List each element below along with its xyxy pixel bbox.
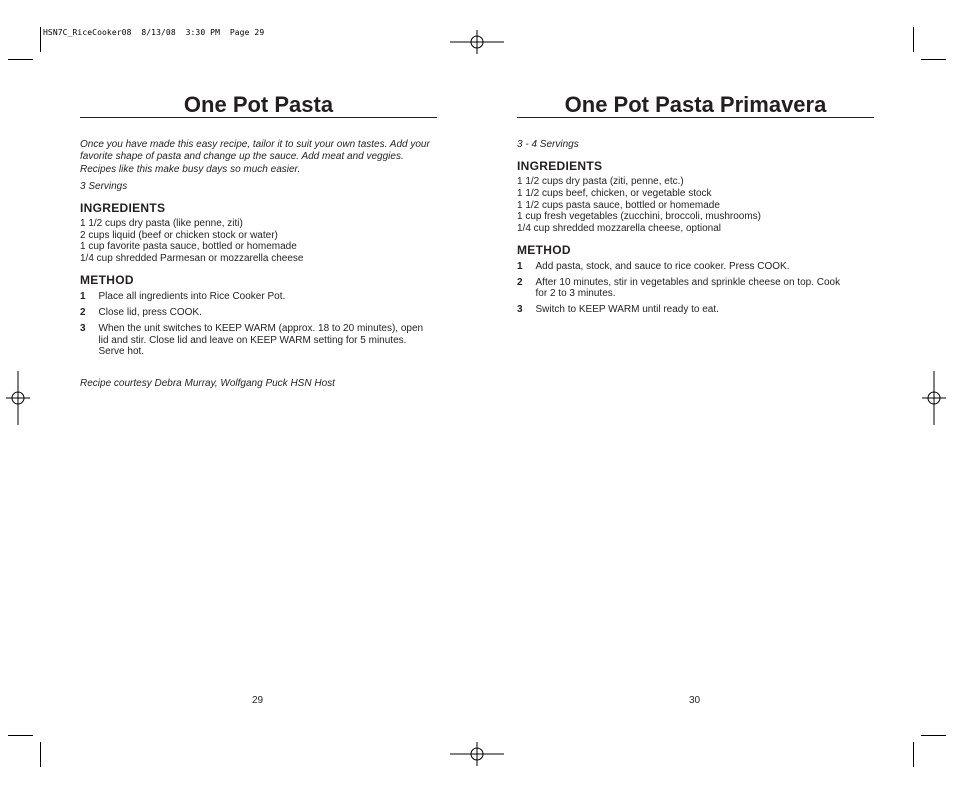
ingredient-item: 1 1/2 cups dry pasta (ziti, penne, etc.) [517, 176, 684, 187]
servings: 3 Servings [80, 180, 128, 192]
registration-mark-top-icon [450, 30, 504, 54]
registration-mark-left-icon [6, 371, 30, 425]
method-heading: METHOD [517, 242, 571, 257]
recipe-title: One Pot Pasta [80, 92, 437, 118]
step-number: 3 [517, 304, 523, 316]
step-text: Add pasta, stock, and sauce to rice cooker. Press COOK. [535, 260, 790, 272]
crop-mark-bottom-left-v [40, 742, 41, 767]
ingredients-heading: INGREDIENTS [80, 200, 166, 215]
crop-mark-bottom-right-h [921, 735, 946, 736]
crop-mark-top-right-v [913, 27, 914, 52]
crop-mark-top-right-h [921, 59, 946, 60]
ingredient-item: 2 cups liquid (beef or chicken stock or water) [80, 229, 278, 241]
ingredients-heading: INGREDIENTS [517, 159, 603, 173]
method-steps [80, 291, 437, 358]
step-number: 2 [80, 307, 86, 319]
ingredient-item: 1/4 cup shredded Parmesan or mozzarella cheese [80, 253, 304, 265]
step-number: 2 [517, 276, 523, 288]
crop-mark-top-left-h [8, 59, 33, 60]
crop-mark-top-left-v [40, 27, 41, 52]
step-text: After 10 minutes, stir in vegetables and sprinkle cheese on top. Cook for 2 to 3 minutes. [535, 276, 841, 300]
ingredient-item: 1 cup favorite pasta sauce, bottled or homemade [80, 241, 297, 253]
crop-mark-bottom-left-h [8, 735, 33, 736]
step-number: 1 [80, 291, 86, 303]
ingredient-item: 1 cup fresh vegetables (zucchini, broccoli, mushrooms) [517, 211, 761, 223]
step-number: 1 [517, 260, 523, 272]
recipe-title: One Pot Pasta Primavera [517, 92, 874, 118]
method-step [80, 291, 437, 303]
left-page [80, 92, 437, 389]
method-step [517, 261, 874, 273]
method-step [517, 277, 874, 300]
ingredient-item: 1 1/2 cups dry pasta (like penne, ziti) [80, 217, 243, 229]
ingredient-item: 1 1/2 cups pasta sauce, bottled or homemade [517, 199, 720, 211]
right-page [517, 92, 874, 320]
registration-mark-bottom-icon [450, 742, 504, 766]
registration-mark-right-icon [922, 371, 946, 425]
step-text: Close lid, press COOK. [98, 307, 202, 319]
method-step [80, 323, 437, 358]
step-text: When the unit switches to KEEP WARM (approx. 18 to 20 minutes), open lid and stir. Close lid and leave on KEEP WARM setting for 5 minutes. Serve hot. [98, 323, 424, 358]
method-steps [517, 261, 874, 316]
ingredient-item: 1 1/2 cups beef, chicken, or vegetable stock [517, 187, 712, 199]
step-text: Switch to KEEP WARM until ready to eat. [535, 304, 719, 316]
page-number-left: 29 [252, 695, 264, 706]
recipe-intro: Once you have made this easy recipe, tailor it to suit your own tastes. Add your favorite shape of pasta and change up the sauce. Add meat and veggies. Recipes like this make busy days so much easier. [80, 139, 430, 175]
ingredients-list [517, 176, 874, 235]
ingredients-list [80, 218, 437, 265]
step-text: Place all ingredients into Rice Cooker Pot. [98, 291, 286, 303]
method-step [517, 304, 874, 316]
crop-mark-bottom-right-v [913, 742, 914, 767]
method-step [80, 307, 437, 319]
step-number: 3 [80, 323, 86, 335]
recipe-credit: Recipe courtesy Debra Murray, Wolfgang Puck HSN Host [80, 377, 335, 389]
ingredient-item: 1/4 cup shredded mozzarella cheese, optional [517, 223, 722, 235]
method-heading: METHOD [80, 273, 134, 288]
print-slug-line: HSN7C_RiceCooker08 8/13/08 3:30 PM Page 29 [43, 28, 265, 37]
page-number-right: 30 [689, 695, 701, 706]
servings: 3 - 4 Servings [517, 139, 579, 150]
